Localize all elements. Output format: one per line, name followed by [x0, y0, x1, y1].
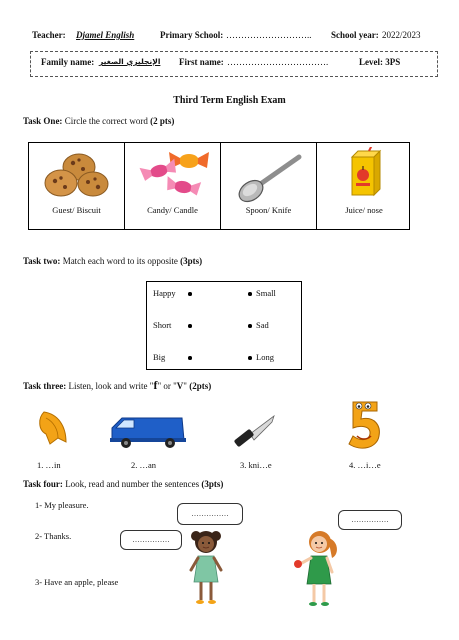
match-dot-right-1[interactable] — [248, 292, 252, 296]
first-name-dots: ……………………………. — [227, 57, 329, 67]
knife-icon — [232, 414, 276, 448]
match-dot-left-3[interactable] — [188, 356, 192, 360]
match-dot-right-3[interactable] — [248, 356, 252, 360]
header — [0, 30, 459, 44]
match-left-3: Big — [153, 352, 166, 362]
task3-letter-v: V — [176, 381, 184, 391]
task1-title-text: Circle the correct word — [64, 116, 148, 126]
school-dots: ……………………….. — [226, 30, 312, 40]
candies-icon — [137, 151, 211, 199]
juice-box-icon — [346, 147, 382, 199]
task3-title-mid: " or " — [157, 381, 177, 391]
task2-title — [23, 256, 202, 266]
task3-title-end: " — [183, 381, 187, 391]
family-value: الإنجليزي الصغير — [99, 57, 161, 66]
task4-title — [23, 479, 223, 489]
spoon-icon — [235, 151, 305, 203]
task1-cell-spoon — [221, 143, 317, 229]
task1-label-2: Candy/ Candle — [147, 205, 198, 215]
task1-cell-biscuits — [29, 143, 125, 229]
match-dot-right-2[interactable] — [248, 324, 252, 328]
school-label: Primary School: — [160, 30, 224, 40]
task4-title-bold: Task four: — [23, 479, 63, 489]
match-left-1: Happy — [153, 288, 176, 298]
family-label: Family name: — [41, 57, 95, 67]
match-left-2: Short — [153, 320, 172, 330]
task1-label-1: Guest/ Biscuit — [52, 205, 101, 215]
fin-icon — [36, 408, 72, 448]
speech-bubble-1: …………… — [177, 503, 243, 525]
task3-item-4: 4. …i…e — [349, 460, 381, 470]
task1-image-table — [28, 142, 410, 230]
task2-title-text: Match each word to its opposite — [62, 256, 178, 266]
task3-item-1: 1. …in — [37, 460, 61, 470]
task1-cell-candies — [125, 143, 221, 229]
task3-title-text: Listen, look and write " — [68, 381, 154, 391]
task1-title — [23, 116, 174, 126]
task2-match-box — [146, 281, 302, 370]
girl-with-apple-icon — [292, 528, 342, 610]
match-right-1: Small — [256, 288, 276, 298]
task4-sentence-1: 1- My pleasure. — [35, 500, 89, 510]
task1-cell-juice — [317, 143, 411, 229]
teacher-name: Djamel English — [76, 30, 135, 40]
van-icon — [108, 414, 188, 450]
task4-points: (3pts) — [201, 479, 224, 489]
task2-title-bold: Task two: — [23, 256, 61, 266]
task2-points: (3pts) — [180, 256, 203, 266]
speech-bubble-3: …………… — [338, 510, 402, 530]
first-name-label: First name: — [179, 57, 224, 67]
speech-bubble-2: …………… — [120, 530, 182, 550]
exam-title: Third Term English Exam — [173, 95, 286, 106]
match-dot-left-2[interactable] — [188, 324, 192, 328]
task3-title — [23, 378, 211, 393]
task3-points: (2pts) — [189, 381, 212, 391]
girl-character-icon — [186, 528, 226, 608]
task1-label-3: Spoon/ Knife — [245, 205, 292, 215]
student-info-box — [30, 51, 438, 77]
task4-title-text: Look, read and number the sentences — [65, 479, 200, 489]
task1-label-4: Juice/ nose — [345, 205, 383, 215]
year-value: 2022/2023 — [382, 30, 421, 40]
five-icon — [345, 398, 383, 454]
year-label: School year: — [331, 30, 379, 40]
task4-sentence-3: 3- Have an apple, please — [35, 577, 119, 587]
task3-letter-f: f — [153, 378, 158, 392]
biscuits-icon — [43, 151, 111, 199]
task3-item-3: 3. kni…e — [240, 460, 272, 470]
task3-title-bold: Task three: — [23, 381, 67, 391]
task1-points: (2 pts) — [150, 116, 175, 126]
match-right-3: Long — [256, 352, 274, 362]
level-label: Level: 3PS — [359, 57, 401, 67]
task3-item-2: 2. …an — [131, 460, 157, 470]
task4-sentence-2: 2- Thanks. — [35, 531, 72, 541]
task1-title-bold: Task One: — [23, 116, 63, 126]
match-dot-left-1[interactable] — [188, 292, 192, 296]
teacher-label: Teacher: — [32, 30, 66, 40]
match-right-2: Sad — [256, 320, 269, 330]
